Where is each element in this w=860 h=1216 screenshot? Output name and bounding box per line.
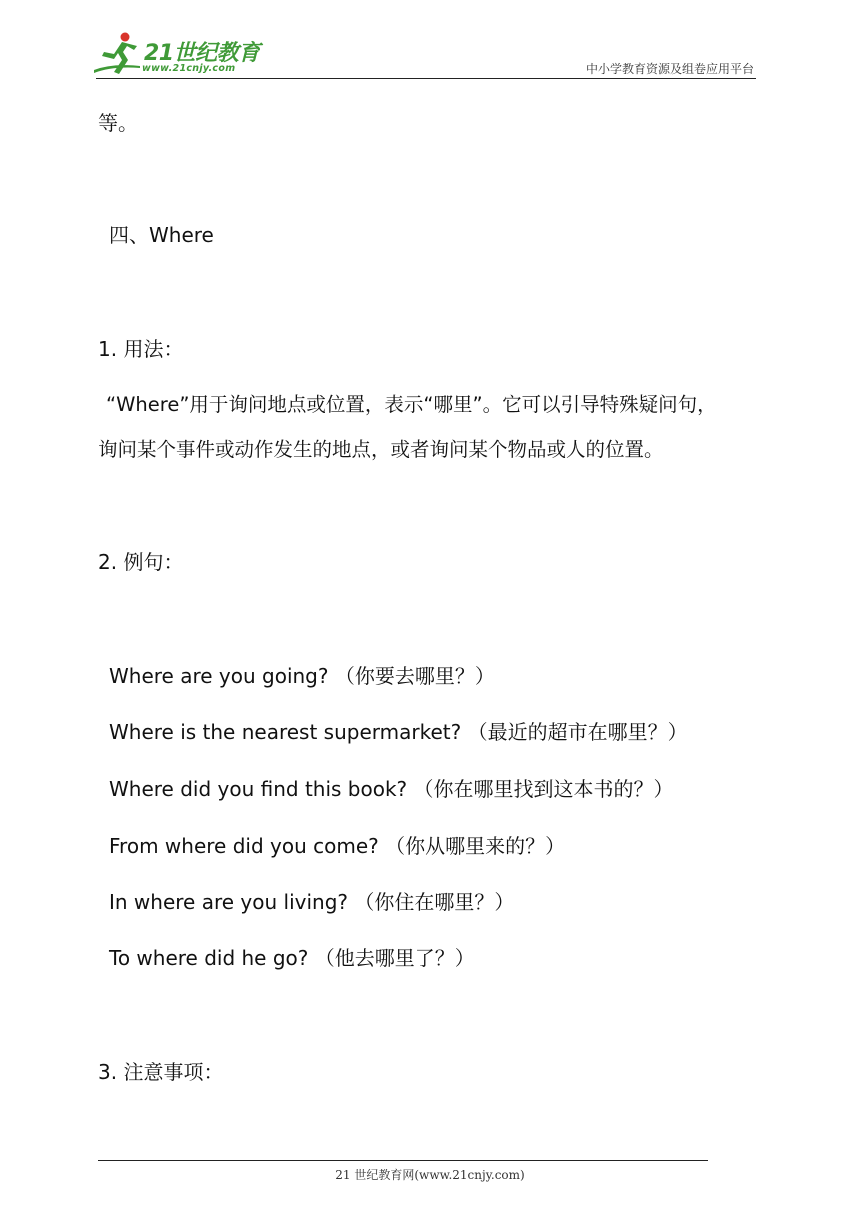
- logo-text: 21世纪教育: [144, 41, 260, 66]
- usage-paragraph-line-1: “Where”用于询问地点或位置，表示“哪里”。它可以引导特殊疑问句，: [106, 393, 717, 416]
- example-sentence: Where did you find this book? （你在哪里找到这本书的？）: [109, 777, 674, 801]
- usage-paragraph-line-2: 询问某个事件或动作发生的地点，或者询问某个物品或人的位置。: [98, 438, 664, 461]
- example-sentence: From where did you come? （你从哪里来的？）: [109, 834, 566, 858]
- runner-icon: [92, 30, 144, 78]
- notes-heading: 3. 注意事项：: [98, 1060, 224, 1084]
- footer-text: 21 世纪教育网(www.21cnjy.com): [335, 1168, 525, 1182]
- continuation-text: 等。: [98, 111, 138, 135]
- example-sentence: To where did he go? （他去哪里了？）: [109, 946, 475, 970]
- site-tagline: 中小学教育资源及组卷应用平台: [585, 62, 754, 76]
- site-logo: [92, 30, 262, 80]
- example-sentence: In where are you living? （你住在哪里？）: [109, 890, 515, 914]
- footer-divider: [98, 1160, 708, 1161]
- example-sentence: Where are you going? （你要去哪里？）: [109, 664, 495, 688]
- logo-url: www.21cnjy.com: [142, 63, 236, 74]
- section-heading: 四、Where: [109, 223, 214, 247]
- header-divider: [96, 78, 756, 79]
- examples-heading: 2. 例句：: [98, 550, 184, 574]
- usage-heading: 1. 用法：: [98, 337, 184, 361]
- page-header: [0, 0, 860, 90]
- example-sentence: Where is the nearest supermarket? （最近的超市在哪里？）: [109, 720, 688, 744]
